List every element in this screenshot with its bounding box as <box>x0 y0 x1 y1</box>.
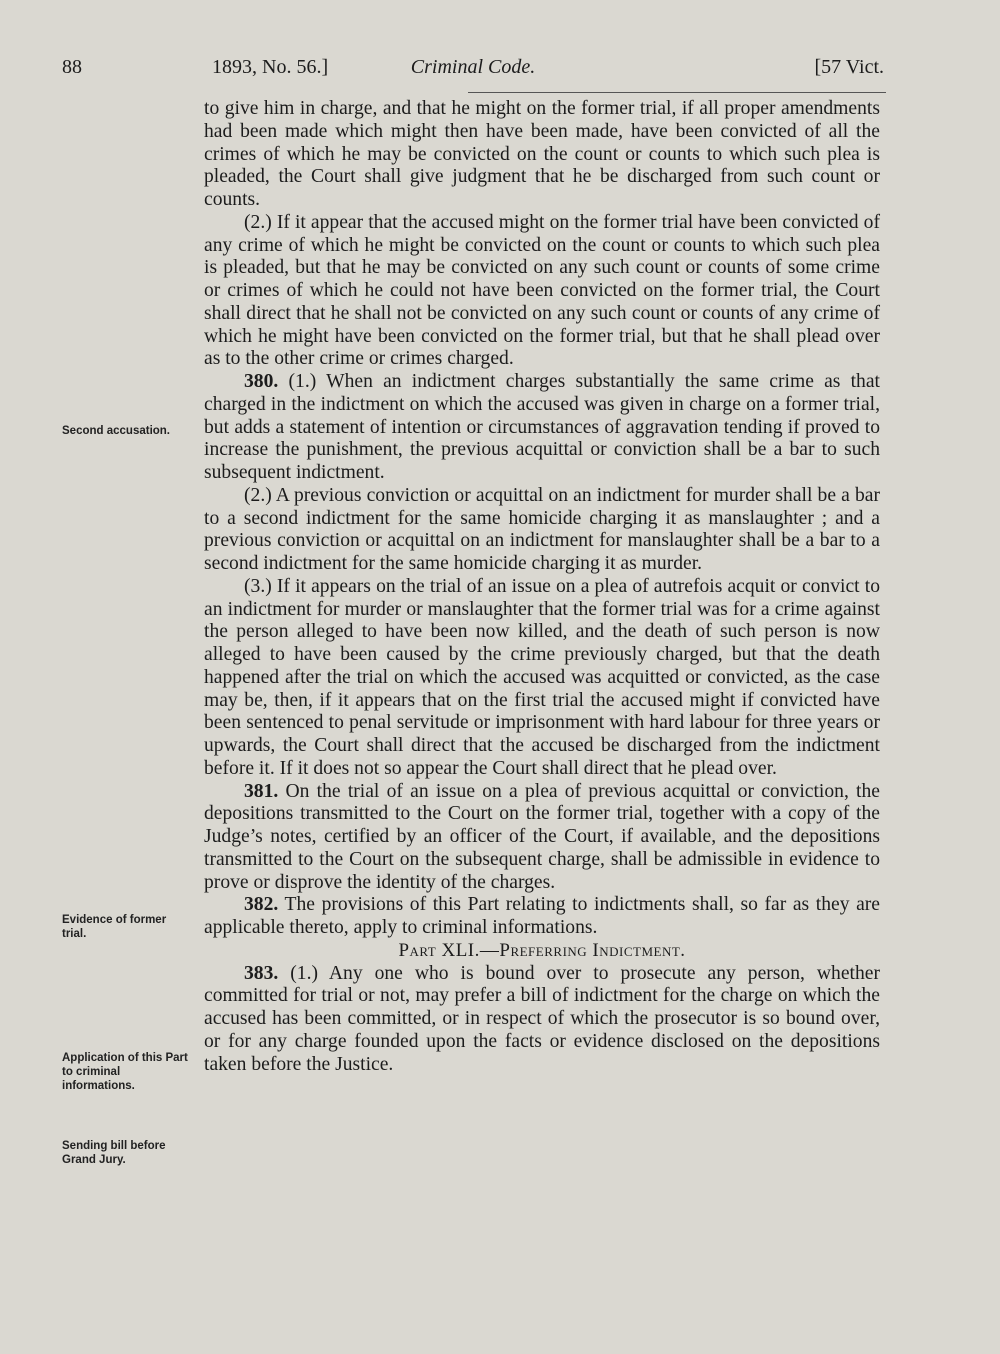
margin-note-evidence-former-trial: Evidence of former trial. <box>62 914 167 940</box>
margin-note-sending-bill: Sending bill before Grand Jury. <box>62 1140 166 1166</box>
part-heading: Part XLI.—Preferring Indictment. <box>398 939 686 961</box>
paragraph-continuation: to give him in charge, and that he might on the former trial, if all proper amendments had been made which might then have been made, have been convicted of all the crimes of which he may be convicted on the count or counts to which such plea is pleaded, the Court shall give judgment that he be discharged from such count or counts. <box>204 98 880 210</box>
paragraph-379-2: (2.) If it appear that the accused might on the former trial have been convicted of any crime of which he might be convicted on the count or counts to which such plea is pleaded, but that he may be convicted on any such count or counts of some crime or crimes of which he could not have been convicted on the former trial, the Court shall direct that he shall not be convicted on any such count or counts of any crime of which he might have been convicted on the former trial, but that he shall plead over as to the other crime or crimes charged. <box>204 211 880 370</box>
section-380-1 <box>204 371 880 485</box>
act-reference: 1893, No. 56.] <box>212 56 329 78</box>
header-rule <box>468 92 886 93</box>
section-number-380: 380. <box>244 371 279 392</box>
section-382-text: The provisions of this Part relating to indictments shall, so far as they are applicable thereto, apply to criminal informations. <box>204 894 880 938</box>
section-380-1-text: (1.) When an indictment charges substantially the same crime as that charged in the indictment on which the accused was given in charge on a former trial, but adds a statement of intention or circumstances of aggravation tending if proved to increase the punishment, the previous acquittal or conviction shall be a bar to such subsequent indictment. <box>204 371 880 483</box>
section-383-1 <box>204 963 880 1077</box>
section-382 <box>204 894 880 940</box>
reign-reference: [57 Vict. <box>814 56 884 78</box>
page-number: 88 <box>62 56 82 78</box>
section-383-text: (1.) Any one who is bound over to prosecute any person, whether committed for trial or not, may prefer a bill of indictment for the charge on which the accused has been committed, or in respect of which the prosecutor is so bound over, or for any charge founded upon the facts or evidence disclosed on the depositions taken before the Justice. <box>204 962 880 1075</box>
margin-note-application-criminal-informations: Application of this Part to criminal informations. <box>62 1052 188 1092</box>
section-380-3: (3.) If it appears on the trial of an issue on a plea of autrefois acquit or convict to an indictment for murder or manslaughter that the former trial was for a crime against the person alleged to have been now killed, and the death of such person is now alleged to have been caused by the crime previously charged, but that the death happened after the trial on which the accused was acquitted or convicted, as the case may be, then, if it appears that on the first trial the accused might if convicted have been sentenced to penal servitude or imprisonment with hard labour for three years or upwards, the Court shall direct that the accused be discharged from the indictment before it. If it does not so appear the Court shall direct that he plead over. <box>204 575 880 779</box>
running-title: Criminal Code. <box>410 56 536 78</box>
section-381 <box>204 781 880 895</box>
section-381-text: On the trial of an issue on a plea of previous acquittal or conviction, the depositions transmitted to the Court on the former trial, together with a copy of the Judge’s notes, certified by an officer of the Court, if available, and the depositions transmitted to the Court on the subsequent charge, shall be admissible in evidence to prove or disprove the identity of the charges. <box>204 780 880 893</box>
section-number-381: 381. <box>244 780 279 802</box>
margin-note-second-accusation: Second accusation. <box>62 425 171 437</box>
section-number-382: 382. <box>244 894 279 916</box>
section-380-2: (2.) A previous conviction or acquittal on an indictment for murder shall be a bar to a second indictment for the same homicide charging it as manslaughter ; and a previous conviction or acquittal on an indictment for manslaughter shall be a bar to a second indictment for the same homicide charging it as murder. <box>204 484 880 574</box>
section-number-383: 383. <box>244 962 279 984</box>
body-text <box>204 98 880 1076</box>
running-head <box>62 56 884 86</box>
